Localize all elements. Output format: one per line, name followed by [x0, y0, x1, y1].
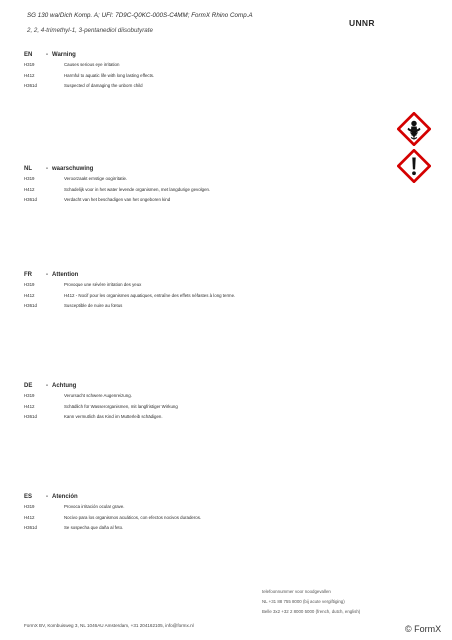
hazard-statement	[24, 301, 354, 312]
signal-word: waarschuwing	[52, 166, 94, 172]
hazard-statement	[24, 71, 354, 82]
section-en	[24, 51, 354, 92]
language-code: FR	[24, 272, 32, 278]
section-es	[24, 493, 354, 534]
hazard-code: H361d	[24, 414, 37, 419]
hazard-statement	[24, 502, 354, 513]
hazard-code: H361d	[24, 525, 37, 530]
hazard-text: Susceptible de nuire au fœtus	[64, 303, 123, 308]
hazard-statement	[24, 60, 354, 71]
hazard-text: Provoque une sévère irritation des yeux	[64, 282, 142, 287]
hazard-statement	[24, 280, 354, 291]
hazard-code: H412	[24, 72, 35, 78]
language-code: NL	[24, 166, 32, 172]
heading-dash: -	[46, 52, 48, 58]
hazard-text: Schädlich für Wasserorganismen, mit langfristiger Wirkung	[64, 403, 178, 409]
section-heading	[24, 51, 354, 60]
hazard-code: H319	[24, 504, 35, 509]
hazard-text: Se sospecha que daña al feto.	[64, 525, 124, 530]
hazard-code: H319	[24, 176, 35, 181]
section-heading	[24, 493, 354, 502]
section-heading	[24, 165, 354, 174]
hazard-text: Verursacht schwere Augenreizung.	[64, 393, 132, 398]
emergency-phone-be: Belle 3x2 +32 2 8000 5000 (french, dutch, english)	[262, 609, 361, 614]
hazard-code: H319	[24, 393, 35, 398]
heading-dash: -	[46, 494, 48, 500]
heading-dash: -	[46, 383, 48, 389]
hazard-code: H412	[24, 403, 35, 409]
hazard-statement	[24, 523, 354, 534]
hazard-code: H361d	[24, 197, 37, 202]
hazard-text: Suspected of damaging the unborn child	[64, 83, 143, 88]
hazard-statement	[24, 185, 354, 196]
signal-word: Achtung	[52, 383, 77, 389]
hazard-statement	[24, 195, 354, 206]
section-nl	[24, 165, 354, 206]
hazard-text: Verdacht van het beschadigen van het ongeboren kind	[64, 197, 171, 202]
hazard-text: Schadelijk voor in het water levende organismen, met langdurige gevolgen.	[64, 186, 211, 192]
hazard-code: H412	[24, 514, 35, 520]
section-heading	[24, 382, 354, 391]
hazard-code: H412	[24, 292, 35, 298]
hazard-statement	[24, 174, 354, 185]
hazard-statement	[24, 402, 354, 413]
emergency-contact-label: telefoonnummer voor noodgevallen	[262, 589, 331, 594]
hazard-code: H361d	[24, 83, 37, 88]
hazard-statement	[24, 391, 354, 402]
brand-logo: © FormX	[405, 624, 442, 634]
health-hazard-icon	[397, 112, 431, 146]
company-address: FormX BV, Kombuisweg 3, NL 1046AU Amsterdam, +31 204162105, info@formx.nl	[24, 623, 194, 628]
hazard-statement	[24, 513, 354, 524]
emergency-phone-nl: NL +31 88 755 8000 (bij acute vergiftiging)	[262, 599, 345, 604]
section-heading	[24, 271, 354, 280]
exclamation-mark-icon	[397, 149, 431, 183]
emergency-contact	[262, 587, 360, 617]
hazard-code: H319	[24, 62, 35, 67]
hazard-text: Causes serious eye irritation	[64, 62, 120, 67]
hazard-text: H412 - Nocif pour les organismes aquatiques, entraîne des effets néfastes à long terme.	[64, 292, 236, 298]
language-code: EN	[24, 52, 33, 58]
hazard-statement	[24, 412, 354, 423]
product-code-badge: UNNR	[349, 18, 375, 28]
hazard-code: H319	[24, 282, 35, 287]
language-code: ES	[24, 494, 33, 500]
page-subtitle: 2, 2, 4-trimethyl-1, 3-pentanediol diisobutyrate	[27, 27, 153, 34]
page-title: SG 130 wa/Dich Komp. A; UFI: 7D9C-Q0KC-000S-C4MM; FormX Rhino Comp.A	[27, 12, 253, 19]
signal-word: Warning	[52, 52, 76, 58]
heading-dash: -	[46, 272, 48, 278]
section-de	[24, 382, 354, 423]
hazard-code: H361d	[24, 303, 37, 308]
hazard-statement	[24, 291, 354, 302]
hazard-text: Nocivo para los organismos acuáticos, con efectos nocivos duraderos.	[64, 514, 202, 520]
heading-dash: -	[46, 166, 48, 172]
hazard-statement	[24, 81, 354, 92]
hazard-text: Kann vermutlich das Kind im Mutterleib schädigen.	[64, 414, 163, 419]
section-fr	[24, 271, 354, 312]
hazard-text: Veroorzaakt ernstige oogirritatie.	[64, 176, 128, 181]
language-code: DE	[24, 383, 33, 389]
hazard-text: Harmful to aquatic life with long lasting effects.	[64, 72, 155, 78]
hazard-code: H412	[24, 186, 35, 192]
signal-word: Attention	[52, 272, 79, 278]
hazard-text: Provoca irritación ocular grave.	[64, 504, 125, 509]
signal-word: Atención	[52, 494, 78, 500]
